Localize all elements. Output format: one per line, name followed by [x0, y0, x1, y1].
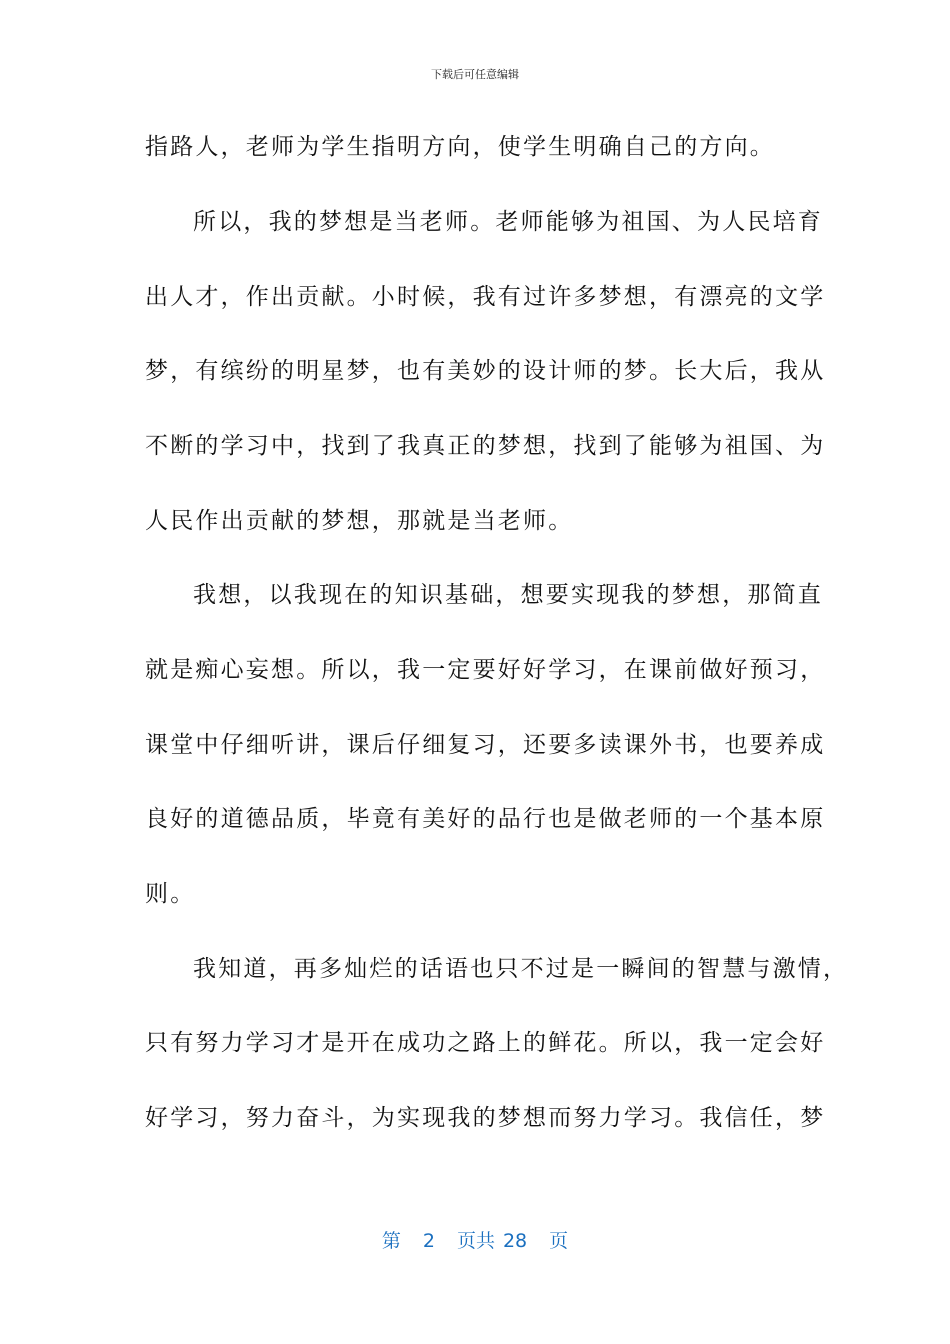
body-line: 就是痴心妄想。所以，我一定要好好学习，在课前做好预习，: [145, 657, 826, 683]
body-line: 课堂中仔细听讲，课后仔细复习，还要多读课外书，也要养成: [145, 732, 826, 758]
page-footer: [0, 1226, 950, 1253]
body-line: 我知道，再多灿烂的话语也只不过是一瞬间的智慧与激情，: [193, 956, 849, 982]
footer-prefix: 第: [381, 1230, 401, 1252]
body-line: 出人才，作出贡献。小时候，我有过许多梦想，有漂亮的文学: [145, 284, 826, 310]
body-line: 梦，有缤纷的明星梦，也有美妙的设计师的梦。长大后，我从: [145, 358, 826, 384]
footer-middle: 页共: [456, 1230, 495, 1252]
body-line: 只有努力学习才是开在成功之路上的鲜花。所以，我一定会好: [145, 1030, 826, 1056]
footer-suffix: 页: [549, 1230, 569, 1252]
page-header: 下载后可任意编辑: [431, 68, 519, 81]
body-line: 指路人，老师为学生指明方向，使学生明确自己的方向。: [145, 134, 775, 160]
body-line: 则。: [145, 881, 196, 907]
body-line: 不断的学习中，找到了我真正的梦想，找到了能够为祖国、为: [145, 433, 826, 459]
current-page-number: 2: [422, 1230, 435, 1252]
total-pages-number: 28: [502, 1230, 528, 1252]
body-line: 我想，以我现在的知识基础，想要实现我的梦想，那简直: [193, 582, 823, 608]
body-line: 人民作出贡献的梦想，那就是当老师。: [145, 508, 574, 534]
body-line: 好学习，努力奋斗，为实现我的梦想而努力学习。我信任，梦: [145, 1105, 826, 1131]
body-line: 良好的道德品质，毕竟有美好的品行也是做老师的一个基本原: [145, 806, 826, 832]
body-line: 所以，我的梦想是当老师。老师能够为祖国、为人民培育: [193, 209, 823, 235]
